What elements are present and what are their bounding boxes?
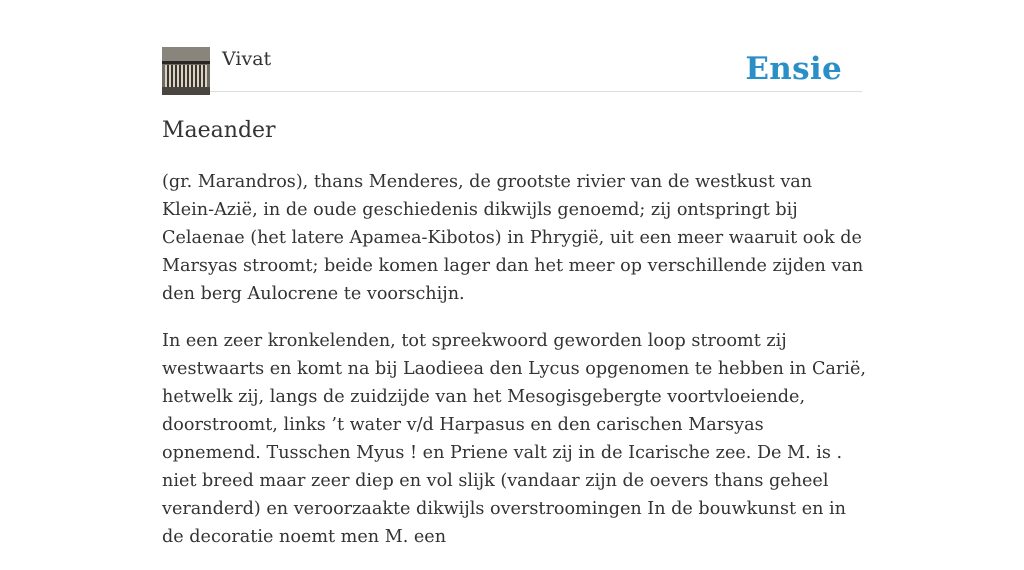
article-body <box>162 168 866 570</box>
library-bookshelf-icon[interactable] <box>162 47 210 95</box>
brand-logo[interactable]: Ensie <box>745 51 842 87</box>
source-name[interactable]: Vivat <box>222 48 272 70</box>
header <box>162 0 862 92</box>
article-page <box>162 0 866 547</box>
paragraph: (gr. Marandros), thans Menderes, de grootste rivier van de westkust van Klein-Azië, in de oude geschiedenis dikwijls genoemd; zij ontspringt bij Celaenae (het latere Apamea-Kibotos) in Phrygië, uit een meer waaruit ook de Marsyas stroomt; beide komen lager dan het meer op verschillende zijden van den berg Aulocrene te voorschijn. <box>162 172 864 304</box>
paragraph: In een zeer kronkelenden, tot spreekwoord geworden loop stroomt zij westwaarts en komt na bij Laodieea den Lycus opgenomen te hebben in Carië, hetwelk zij, langs de zuidzijde van het Mesogisgebergte voortvloeiende, doorstroomt, links ’t water v/d Harpasus en den carischen Marsyas opnemend. Tusschen Myus ! en Priene valt zij in de Icarische zee. De M. is . niet breed maar zeer diep en vol slijk (vandaar zijn de oevers thans geheel veranderd) en veroorzaakte dikwijls overstroomingen In de bouwkunst en in de decoratie noemt men M. een <box>162 331 866 547</box>
article-title: Maeander <box>162 118 276 143</box>
